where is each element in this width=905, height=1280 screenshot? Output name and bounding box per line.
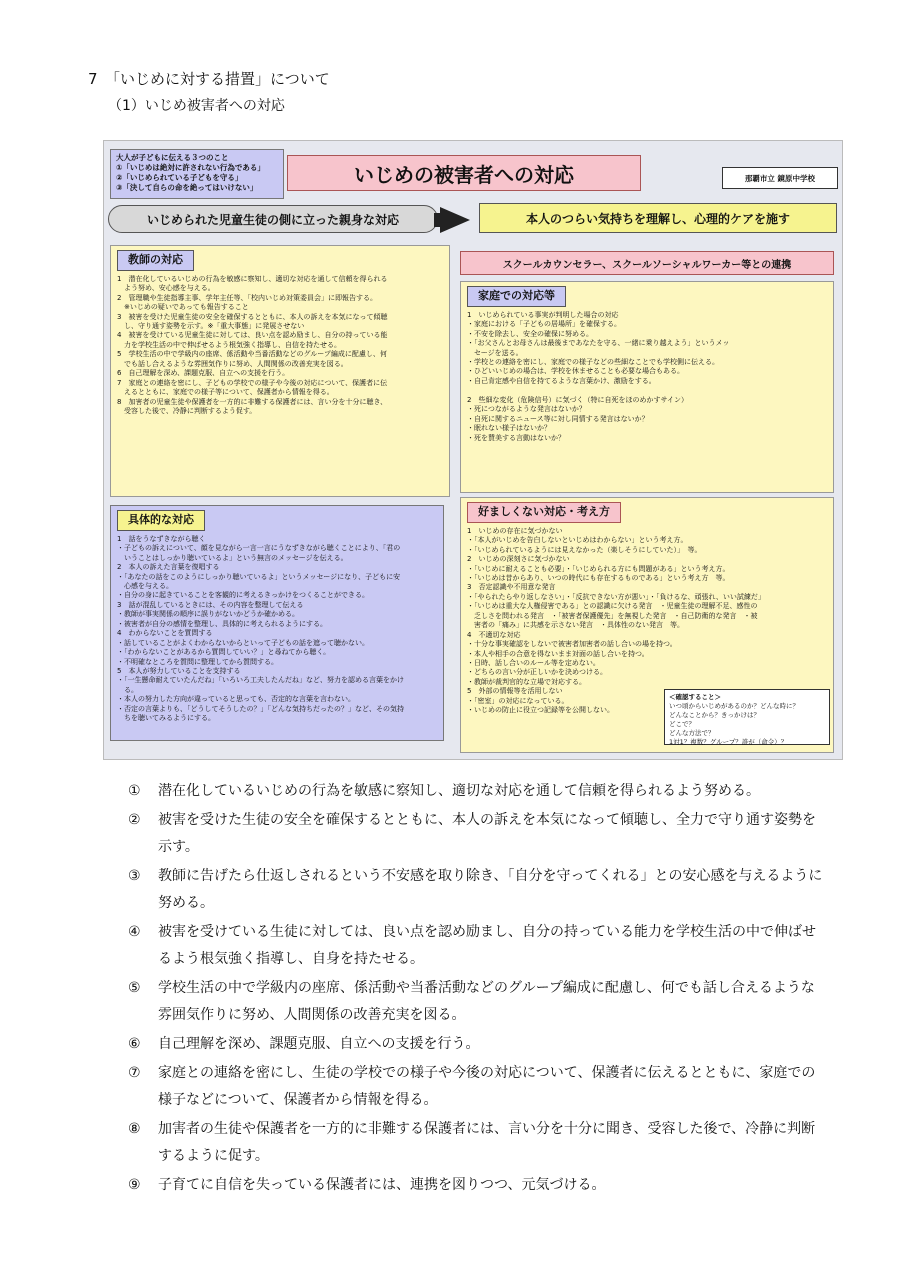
panel-line: ・被害者が自分の感情を整理し、具体的に考えられるようにする。: [117, 619, 327, 628]
concrete-lines: [117, 535, 437, 724]
item-number: ⑧: [128, 1121, 141, 1137]
panel-line: ・「あなたの話をこのようにしっかり聴いているよ」というメッセージになり、子どもに安: [117, 572, 401, 581]
panel-line: ・学校との連絡を密にし、家庭での様子などの些細なことでも学校側に伝える。: [467, 358, 719, 367]
panel-line: ・話していることがよくわからないからといって子どもの話を遮って聴かない。: [117, 638, 369, 647]
panel-line: [467, 386, 827, 395]
item-number: ①: [128, 783, 141, 799]
panel-line: ・日時、話し合いのルール等を定めない。: [467, 658, 600, 667]
teacher-response-panel: [110, 245, 450, 497]
item-number: ⑤: [128, 980, 141, 996]
panel-line: 5 学校生活の中で学級内の座席、係活動や当番活動などのグループ編成に配慮し、何: [117, 350, 387, 359]
panel-line: 受容した後で、冷静に判断するよう促す。: [117, 406, 257, 415]
counselor-header: スクールカウンセラー、スクールソーシャルワーカー等との連携: [460, 251, 834, 275]
panel-line: ・「いじめられているようには見えなかった（楽しそうにしていた）」 等。: [467, 545, 702, 554]
home-lines: [467, 311, 827, 443]
home-response-panel: [460, 281, 834, 493]
panel-line: ・「いじめは重大な人権侵害である」との認識に欠ける発言 ・児童生徒の理解不足、感性の: [467, 602, 758, 611]
panel-line: 力を学校生活の中で伸ばせるよう根気強く指導し、自信を持たせる。: [117, 340, 341, 349]
panel-line: セージを送る。: [467, 348, 523, 357]
home-heading: 家庭での対応等: [467, 286, 566, 307]
confirm-line: どこで？: [669, 720, 695, 729]
panel-line: 4 被害を受けている児童生徒に対しては、良い点を認め励まし、自分の持っている能: [117, 331, 388, 340]
poster-figure: [103, 140, 843, 760]
poster-title: いじめの被害者への対応: [287, 155, 641, 191]
panel-line: 5 本人が努力していることを支持する: [117, 666, 241, 675]
bad-heading: 好ましくない対応・考え方: [467, 502, 621, 523]
panel-line: ・教師が事実関係の順序に誤りがないかどうか確かめる。: [117, 610, 299, 619]
panel-line: ・否定の言葉よりも、「どうしてそうしたの？」「どんな気持ちだったの？」など、その気持: [117, 704, 404, 713]
item-text: 被害を受けた生徒の安全を確保するとともに、本人の訴えを本気になって傾聴し、全力で守り通す姿勢を示す。: [158, 812, 816, 855]
panel-line: ・自死に関するニュース等に対し同情する発言はないか？: [467, 414, 649, 423]
item-number: ④: [128, 924, 141, 940]
panel-line: ・「いじめは昔からあり、いつの時代にも存在するものである」という考え方 等。: [467, 574, 730, 583]
panel-line: 2 些細な変化（危険信号）に気づく（特に自死をほのめかすサイン）: [467, 395, 688, 404]
list-item: [128, 919, 828, 973]
confirm-line: どんな方法で？: [669, 729, 715, 738]
panel-line: ・「お父さんとお母さんは最後まであなたを守る、一緒に乗り越えよう」というメッ: [467, 339, 730, 348]
list-item: [128, 863, 828, 917]
item-text: 潜在化しているいじめの行為を敏感に察知し、適切な対応を通して信頼を得られるよう努める。: [158, 783, 760, 799]
item-number: ⑥: [128, 1036, 141, 1052]
note-line: ①「いじめは絶対に許されない行為である」: [116, 163, 265, 173]
panel-line: 5 外部の情報等を活用しない: [467, 687, 563, 696]
note-line: 大人が子どもに伝える３つのこと: [116, 153, 229, 162]
panel-line: 4 不適切な対応: [467, 630, 521, 639]
panel-line: 1 話をうなずきながら聴く: [117, 534, 206, 543]
teacher-heading: 教師の対応: [117, 250, 194, 271]
item-number: ②: [128, 812, 141, 828]
panel-line: ・「やられたらやり返しなさい」・「反抗できない方が悪い」・「負けるな、頑張れ、いい試練だ」: [467, 592, 765, 601]
item-text: 子育てに自信を失っている保護者には、連携を図りつつ、元気づける。: [158, 1177, 606, 1193]
panel-line: 3 話が混乱しているときには、その内容を整理して伝える: [117, 600, 304, 609]
item-text: 自己理解を深め、課題克服、自立への支援を行う。: [158, 1036, 480, 1052]
panel-line: 7 家庭との連絡を密にし、子どもの学校での様子や今後の対応について、保護者に伝: [117, 378, 388, 387]
confirm-line: どんなことから？きっかけは？: [669, 711, 760, 720]
confirm-line: 1対1？複数？グループ？誰が（命令）？: [669, 738, 788, 747]
panel-line: 1 潜在化しているいじめの行為を敏感に察知し、適切な対応を通して信頼を得られる: [117, 274, 388, 283]
confirm-line: ＜確認すること＞: [669, 693, 721, 701]
panel-line: ・本人の努力した方向が違っていると思っても、否定的な言葉を言わない。: [117, 695, 355, 704]
bad-lines: [467, 527, 827, 716]
panel-line: ・本人や相手の合意を得ないまま対面の話し合いを持つ。: [467, 649, 649, 658]
list-item: [128, 1060, 828, 1114]
panel-line: 6 自己理解を深め、課題克服、自立への支援を行う。: [117, 369, 290, 378]
list-item: [128, 778, 828, 805]
panel-line: ・いじめの防止に役立つ記録等を公開しない。: [467, 706, 614, 715]
panel-line: 8 加害者の児童生徒や保護者を一方的に非難する保護者には、言い分を十分に聴き、: [117, 397, 388, 406]
panel-line: ・不明確なところを質問に整理してから質問する。: [117, 657, 278, 666]
list-item: [128, 1172, 828, 1199]
item-number: ⑦: [128, 1065, 141, 1081]
panel-line: ・子どもの訴えについて、顔を見ながら一言一言にうなずきながら聴くことにより、「君の: [117, 544, 401, 553]
banner-left: いじめられた児童生徒の側に立った親身な対応: [108, 205, 438, 233]
list-item: [128, 975, 828, 1029]
panel-line: ・自分の身に起きていることを客観的に考えるきっかけをつくることができる。: [117, 591, 369, 600]
panel-line: 3 否定認識や不用意な発言: [467, 583, 556, 592]
measures-list: [128, 778, 828, 1201]
panel-line: ・どちらの言い分が正しいかを決めつける。: [467, 668, 607, 677]
arrow-right-icon: [440, 207, 470, 233]
teacher-lines: [117, 275, 443, 417]
panel-line: 乏しさを問われる発言 ・「被害者保護優先」を無視した発言 ・自己防衛的な発言 ・被: [467, 611, 758, 620]
item-text: 家庭との連絡を密にし、生徒の学校での様子や今後の対応について、保護者に伝えるとともに、家庭での様子などについて、保護者から情報を得る。: [158, 1065, 816, 1108]
panel-line: ・「本人がいじめを告白しないといじめはわからない」という考え方。: [467, 536, 688, 545]
item-number: ③: [128, 868, 141, 884]
confirm-box: [664, 689, 830, 745]
panel-line: でも話し合えるような雰囲気作りに努め、人間関係の改善充実を図る。: [117, 359, 348, 368]
panel-line: ※いじめの疑いであっても報告すること: [117, 303, 249, 312]
panel-line: よう努め、安心感を与える。: [117, 284, 215, 293]
confirm-line: いつ頃からいじめがあるのか？どんな時に？: [669, 702, 799, 711]
panel-line: 2 いじめの深刻さに気づかない: [467, 555, 570, 564]
panel-line: ・「密室」の対応になっている。: [467, 696, 569, 705]
item-text: 教師に告げたら仕返しされるという不安感を取り除き、「自分を守ってくれる」との安心感を与えるように努める。: [158, 868, 823, 911]
school-name: 那覇市立 鏡原中学校: [722, 167, 838, 189]
concrete-heading: 具体的な対応: [117, 510, 205, 531]
panel-line: ・ひどいいじめの場合は、学校を休ませることも必要な場合もある。: [467, 367, 684, 376]
panel-line: ・自己肯定感や自信を持てるような言葉かけ、激励をする。: [467, 376, 656, 385]
panel-line: ・死につながるような発言はないか？: [467, 405, 586, 414]
panel-line: ・眠れない様子はないか？: [467, 424, 551, 433]
section-title: 7 「いじめに対する措置」について: [88, 70, 330, 88]
panel-line: いうことはしっかり聴いているよ」という無言のメッセージを伝える。: [117, 553, 348, 562]
note-line: ③「決して自らの命を絶ってはいけない」: [116, 183, 258, 193]
three-messages-note: [110, 149, 284, 199]
note-line: ②「いじめられている子どもを守る」: [116, 173, 243, 183]
panel-line: ・死を賛美する言動はないか？: [467, 433, 565, 442]
concrete-response-panel: [110, 505, 444, 741]
panel-line: ・教師が裁判官的な立場で対応する。: [467, 677, 586, 686]
panel-line: し、守り通す姿勢を示す。※「重大事態」に発展させない: [117, 322, 305, 331]
panel-line: えるとともに、家庭での様子等について、保護者から情報を得る。: [117, 388, 334, 397]
item-number: ⑨: [128, 1177, 141, 1193]
panel-line: る。: [117, 685, 138, 694]
item-text: 被害を受けている生徒に対しては、良い点を認め励まし、自分の持っている能力を学校生活の中で伸ばせるよう根気強く指導し、自身を持たせる。: [158, 924, 816, 967]
panel-line: ・不安を除去し、安全の確保に努める。: [467, 329, 593, 338]
panel-line: ちを聴いてみるようにする。: [117, 714, 215, 723]
panel-line: ・「わからないことがあるから質問していい？」と尋ねてから聴く。: [117, 648, 331, 657]
panel-line: 2 本人の訴えた言葉を復唱する: [117, 563, 220, 572]
list-item: [128, 1031, 828, 1058]
panel-line: ・家庭における「子どもの居場所」を確保する。: [467, 320, 621, 329]
panel-line: 2 管理職や生徒指導主事、学年主任等、「校内いじめ対策委員会」に即報告する。: [117, 293, 377, 302]
list-item: [128, 1116, 828, 1170]
item-text: 学校生活の中で学級内の座席、係活動や当番活動などのグループ編成に配慮し、何でも話し合えるような雰囲気作りに努め、人間関係の改善充実を図る。: [158, 980, 815, 1023]
panel-line: 1 いじめの存在に気づかない: [467, 526, 563, 535]
panel-line: 1 いじめられている事実が判明した場合の対応: [467, 310, 619, 319]
panel-line: 3 被害を受けた児童生徒の安全を確保するとともに、本人の訴えを本気になって傾聴: [117, 312, 388, 321]
panel-line: 4 わからないことを質問する: [117, 629, 213, 638]
panel-line: 心感を与える。: [117, 582, 173, 591]
panel-line: ・「一生懸命耐えていたんだね」「いろいろ工夫したんだね」など、努力を認める言葉をかけ: [117, 676, 404, 685]
panel-line: ・十分な事実確認をしないで被害者加害者の話し合いの場を持つ。: [467, 640, 677, 649]
subsection-title: （1）いじめ被害者への対応: [108, 98, 285, 114]
list-item: [128, 807, 828, 861]
panel-line: ・「いじめに耐えることも必要」・「いじめられる方にも問題がある」という考え方。: [467, 564, 730, 573]
banner-right: 本人のつらい気持ちを理解し、心理的ケアを施す: [479, 203, 837, 233]
panel-line: 害者の「痛み」に共感を示さない発言 ・具体性のない発言 等。: [467, 621, 684, 630]
item-text: 加害者の生徒や保護者を一方的に非難する保護者には、言い分を十分に聞き、受容した後で、冷静に判断するように促す。: [158, 1121, 816, 1164]
